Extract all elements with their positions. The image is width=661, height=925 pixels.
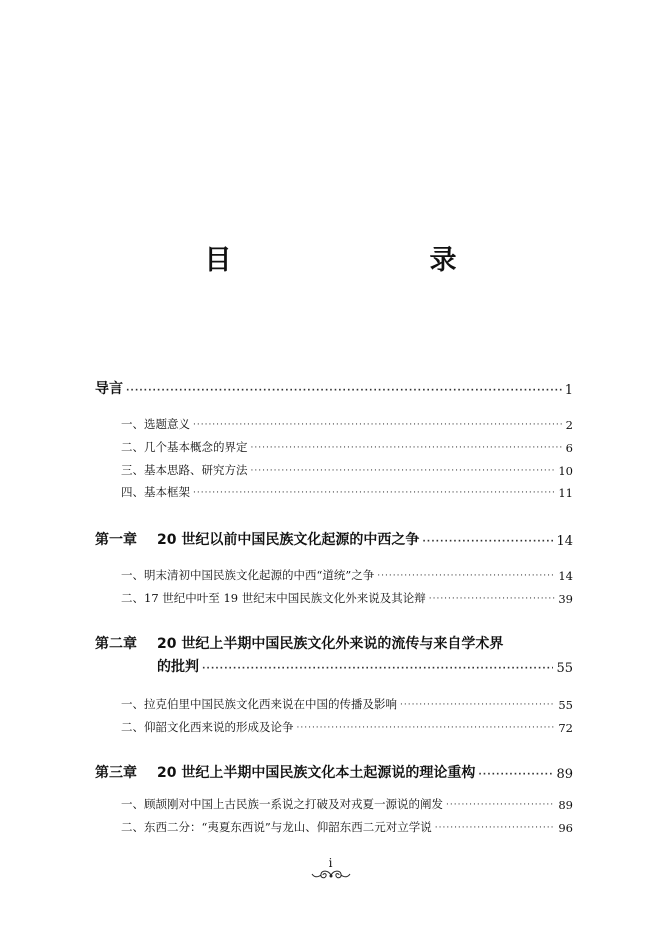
entry-title: 一、选题意义 <box>121 417 190 431</box>
entry-page: 2 <box>565 418 573 432</box>
entry-page: 55 <box>556 661 573 676</box>
entry-title: 三、基本思路、研究方法 <box>121 463 248 477</box>
entry-page: 10 <box>558 464 573 478</box>
toc-entry[interactable] <box>121 567 573 583</box>
entry-page: 11 <box>558 486 573 500</box>
toc-entry[interactable] <box>121 796 573 812</box>
leader-dots <box>400 698 555 712</box>
entry-page: 89 <box>558 798 573 812</box>
leader-dots <box>446 798 555 812</box>
toc-entry[interactable] <box>121 416 573 432</box>
leader-dots <box>193 486 555 500</box>
entry-page: 39 <box>558 592 573 606</box>
chapter-number: 第一章 <box>95 532 137 548</box>
leader-dots <box>377 569 555 583</box>
entry-page: 55 <box>558 698 573 712</box>
entry-title: 二、东西二分：“夷夏东西说”与龙山、仰韶东西二元对立学说 <box>121 820 432 834</box>
toc-entry-chapter-3[interactable] <box>95 762 573 782</box>
toc-entry[interactable] <box>121 439 573 455</box>
toc-entry[interactable] <box>121 484 573 500</box>
leader-dots <box>429 592 556 606</box>
chapter-title: 20 世纪以前中国民族文化起源的中西之争 <box>157 532 420 548</box>
scroll-ornament-icon <box>311 868 351 882</box>
entry-title: 导言 <box>95 381 123 397</box>
toc-entry[interactable] <box>121 719 573 735</box>
leader-dots <box>422 535 553 549</box>
toc-entry[interactable] <box>121 819 573 835</box>
toc-entry-chapter-2-line1[interactable] <box>95 633 503 653</box>
chapter-title: 20 世纪上半期中国民族文化本土起源说的理论重构 <box>157 765 476 781</box>
leader-dots <box>478 768 553 782</box>
entry-page: 6 <box>565 441 573 455</box>
leader-dots <box>193 418 563 432</box>
leader-dots <box>435 821 556 835</box>
toc-entry-intro[interactable] <box>95 378 573 398</box>
chapter-title: 20 世纪上半期中国民族文化外来说的流传与来自学术界 <box>157 636 504 652</box>
entry-page: 14 <box>556 534 573 549</box>
entry-page: 89 <box>556 767 573 782</box>
entry-page: 96 <box>558 821 573 835</box>
toc-entry[interactable] <box>121 590 573 606</box>
page-title: 目 录 <box>204 245 505 276</box>
toc-entry[interactable] <box>121 696 573 712</box>
entry-title: 二、几个基本概念的界定 <box>121 440 248 454</box>
leader-dots <box>297 721 556 735</box>
entry-title <box>95 529 419 549</box>
entry-page: 14 <box>558 569 573 583</box>
chapter-title-cont: 的批判 <box>157 659 199 675</box>
entry-title: 二、仰韶文化西来说的形成及论争 <box>121 720 294 734</box>
chapter-number: 第二章 <box>95 636 137 652</box>
chapter-number: 第三章 <box>95 765 137 781</box>
leader-dots <box>251 464 556 478</box>
leader-dots <box>126 384 562 398</box>
entry-title: 二、17 世纪中叶至 19 世纪末中国民族文化外来说及其论辩 <box>121 591 426 605</box>
leader-dots <box>251 441 563 455</box>
page-number: i <box>328 856 333 870</box>
toc-entry[interactable] <box>121 462 573 478</box>
entry-title: 四、基本框架 <box>121 485 190 499</box>
toc-entry-chapter-2-line2[interactable] <box>157 656 573 676</box>
entry-title: 一、明末清初中国民族文化起源的中西“道统”之争 <box>121 568 375 582</box>
entry-page: 72 <box>558 721 573 735</box>
entry-title: 一、拉克伯里中国民族文化西来说在中国的传播及影响 <box>121 697 397 711</box>
leader-dots <box>202 662 553 676</box>
entry-title <box>95 762 475 782</box>
entry-title: 一、顾颉刚对中国上古民族一系说之打破及对戎夏一源说的阐发 <box>121 797 443 811</box>
toc-entry-chapter-1[interactable] <box>95 529 573 549</box>
entry-page: 1 <box>564 383 573 398</box>
